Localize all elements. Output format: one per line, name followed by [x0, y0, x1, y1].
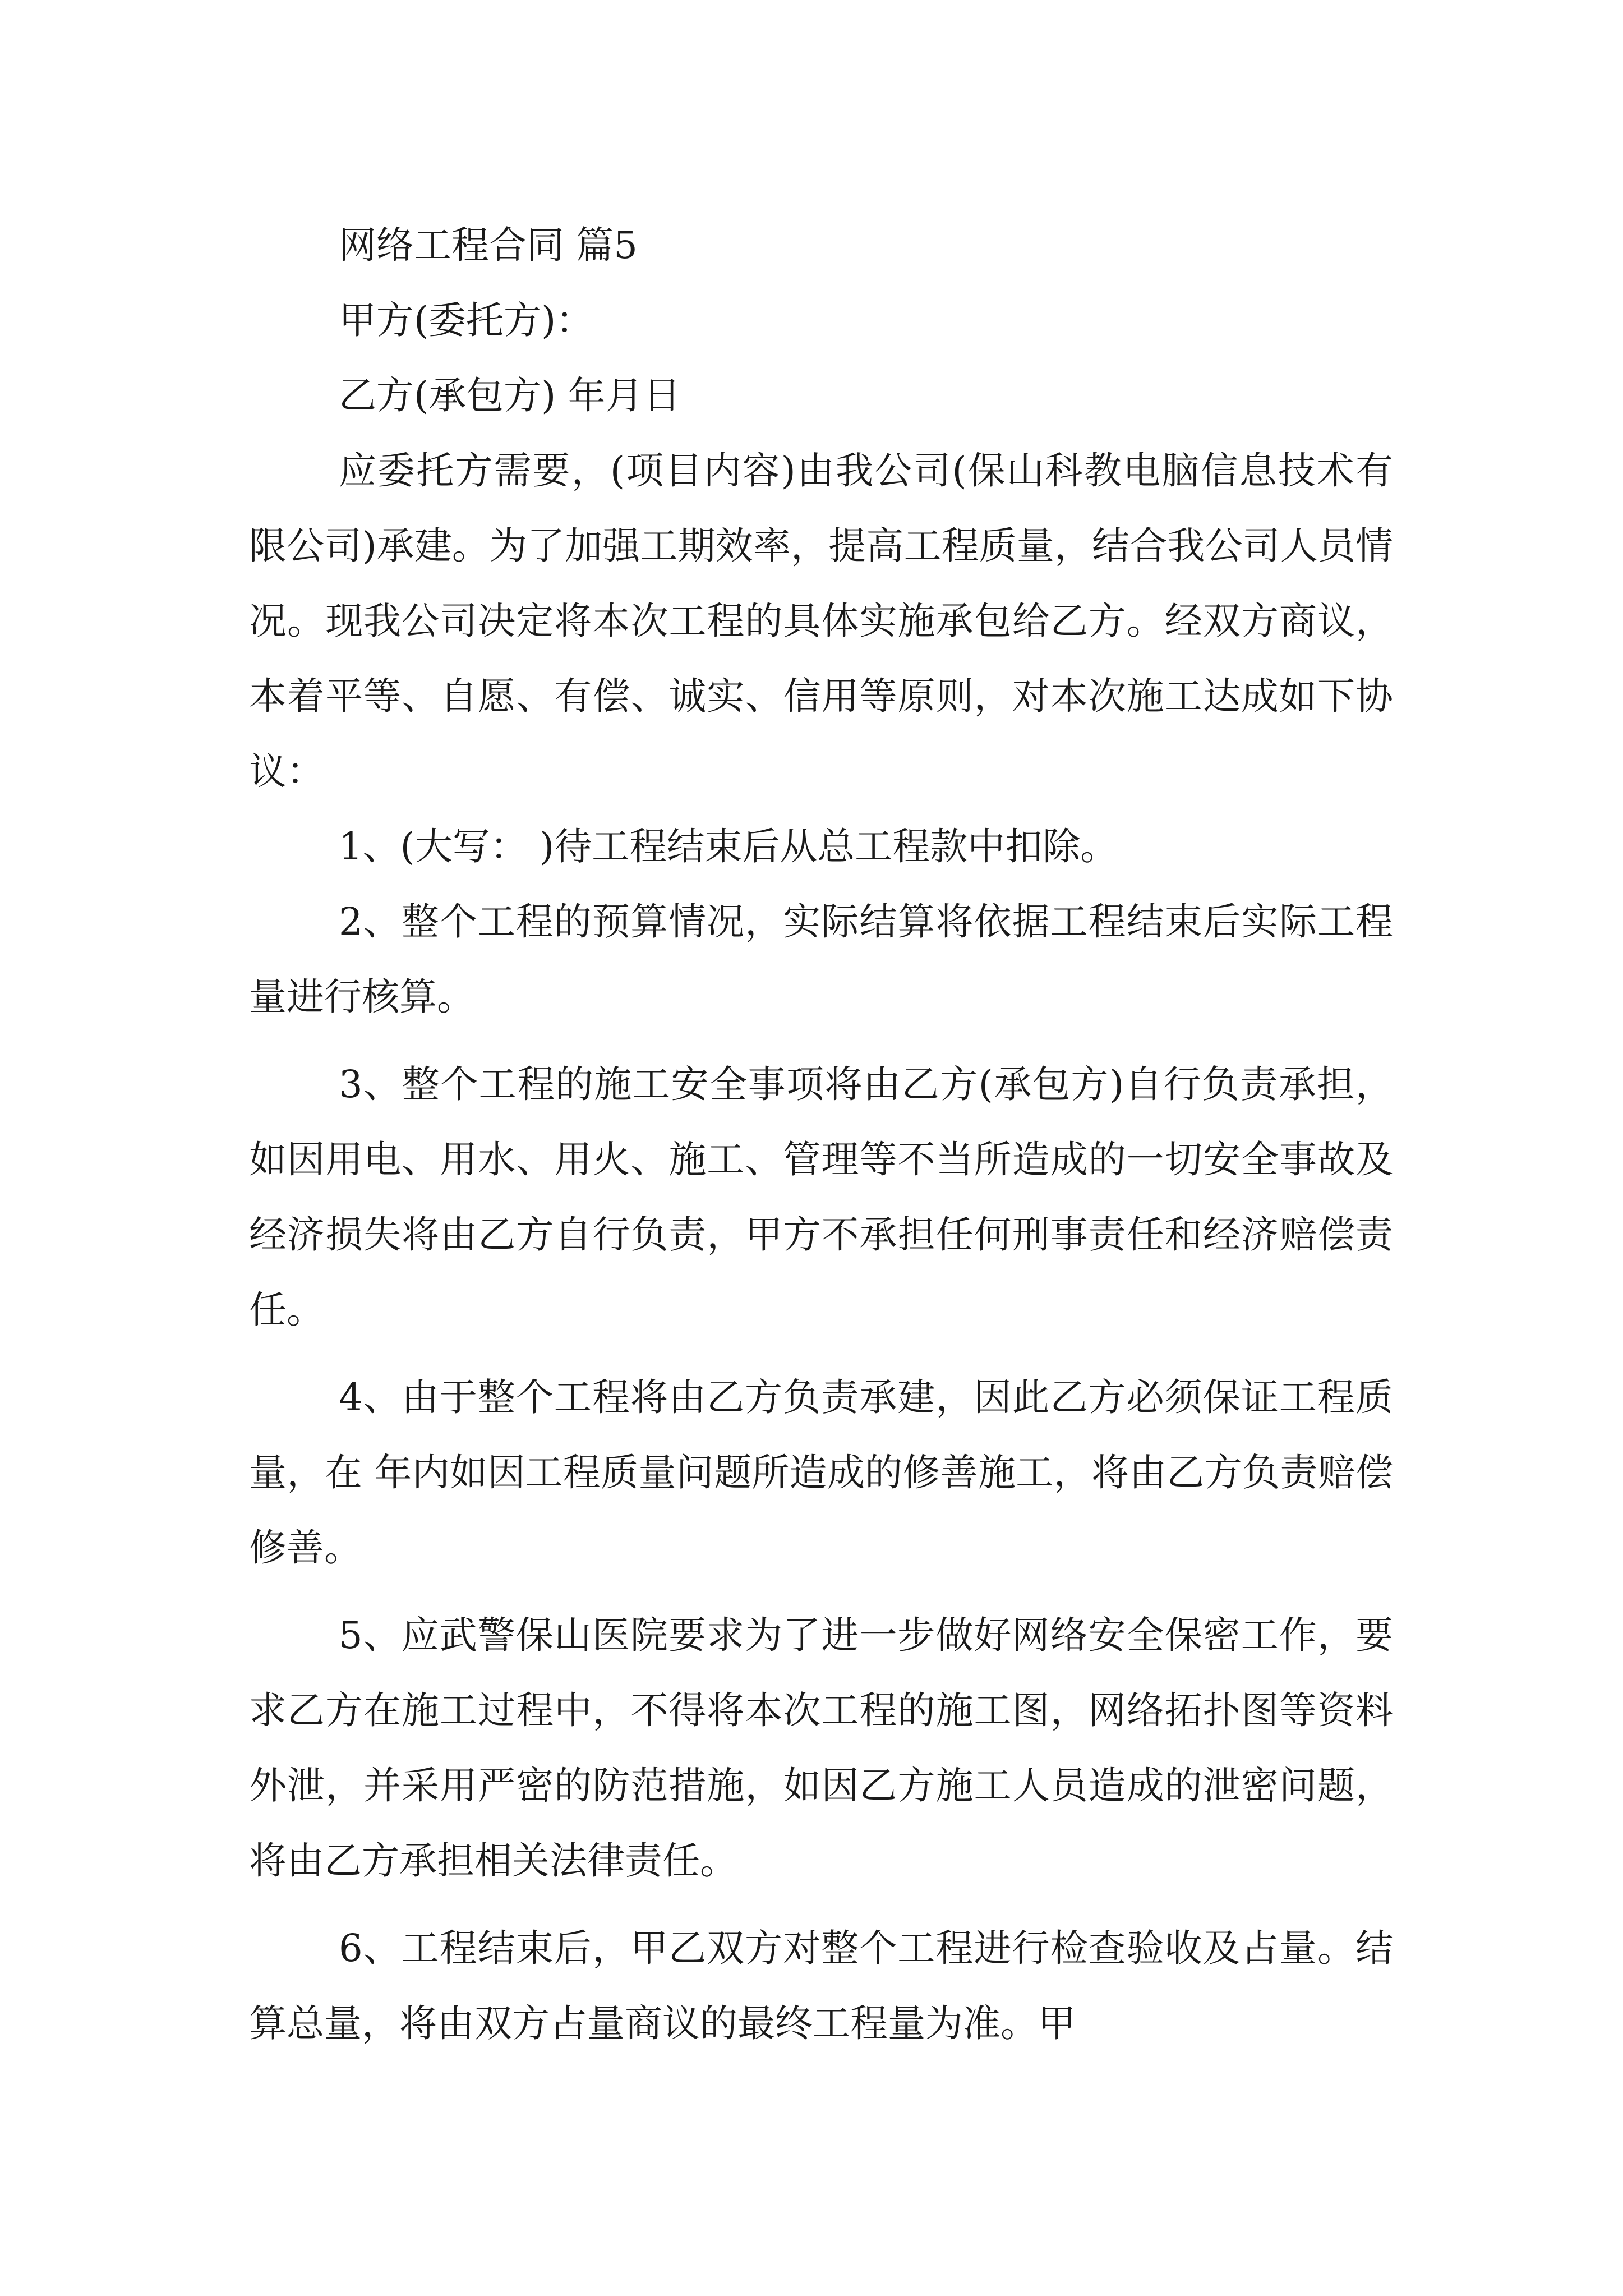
intro-paragraph: 应委托方需要，(项目内容)由我公司(保山科教电脑信息技术有限公司)承建。为了加强工期效率，提高工程质量，结合我公司人员情况。现我公司决定将本次工程的具体实施承包给乙方。经双方商议，本着平等、自愿、有偿、诚实、信用等原则，对本次施工达成如下协议：	[249, 449, 1393, 793]
clause-3: 3、整个工程的施工安全事项将由乙方(承包方)自行负责承担，如因用电、用水、用火、施工、管理等不当所造成的一切安全事故及经济损失将由乙方自行负责，甲方不承担任何刑事责任和经济赔偿责任。	[249, 1062, 1393, 1332]
party-a-line: 甲方(委托方)：	[339, 298, 594, 342]
clause-6: 6、工程结束后，甲乙双方对整个工程进行检查验收及占量。结算总量，将由双方占量商议的最终工程量为准。甲	[249, 1926, 1393, 2045]
document-title: 网络工程合同 篇5	[339, 223, 638, 267]
clause-1: 1、(大写： )待工程结束后从总工程款中扣除。	[339, 825, 1118, 868]
clause-2: 2、整个工程的预算情况，实际结算将依据工程结束后实际工程量进行核算。	[249, 900, 1393, 1019]
document-body	[249, 208, 1393, 2061]
party-b-line: 乙方(承包方) 年月日	[339, 374, 681, 417]
clause-5: 5、应武警保山医院要求为了进一步做好网络安全保密工作，要求乙方在施工过程中，不得将本次工程的施工图，网络拓扑图等资料外泄，并采用严密的防范措施，如因乙方施工人员造成的泄密问题，将由乙方承担相关法律责任。	[249, 1613, 1393, 1883]
clause-4: 4、由于整个工程将由乙方负责承建，因此乙方必须保证工程质量，在 年内如因工程质量问题所造成的修善施工，将由乙方负责赔偿修善。	[249, 1375, 1393, 1570]
